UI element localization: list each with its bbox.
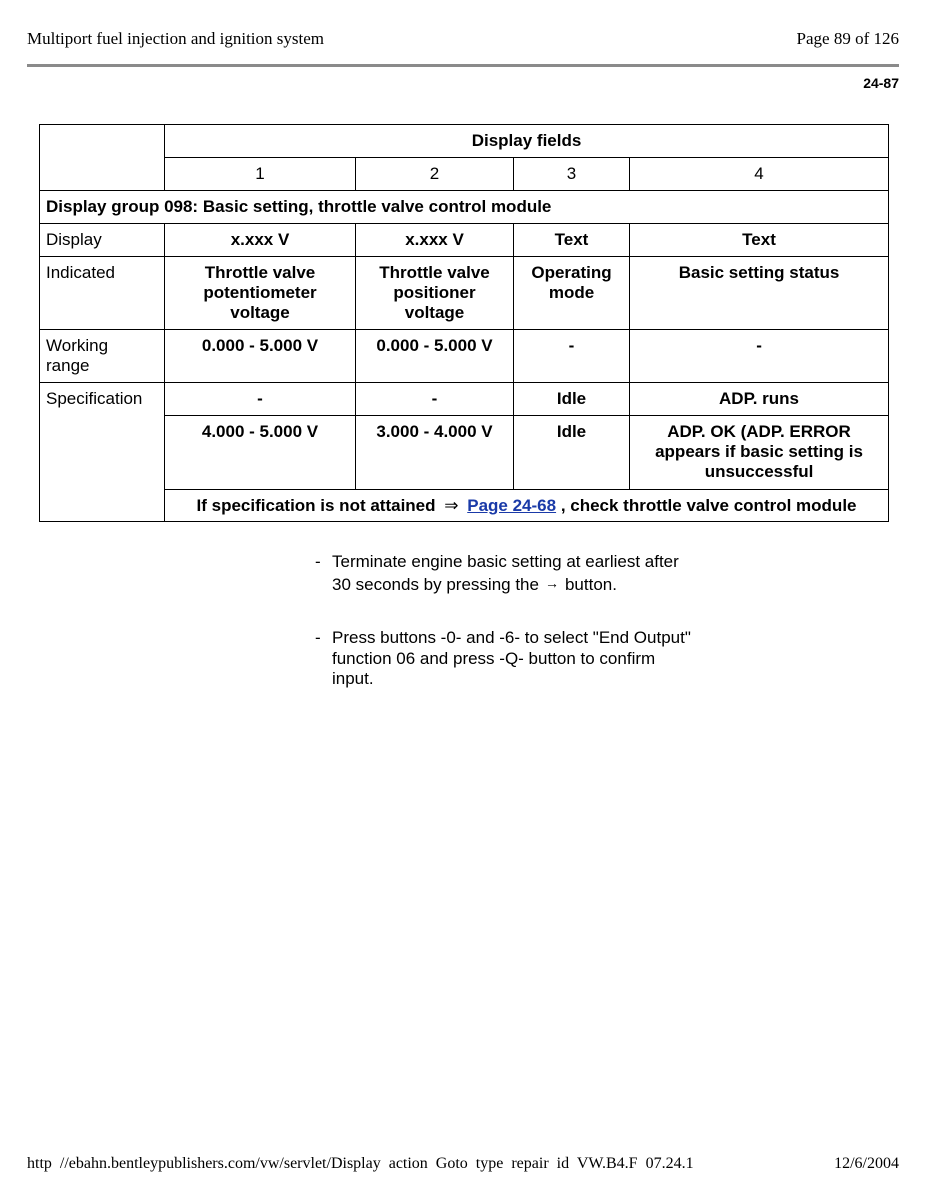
specification-note [165,490,889,522]
table-row [40,257,889,330]
table-cell: Text [514,224,630,257]
group-title-row [40,191,889,224]
cell-line: mode [548,283,595,302]
instruction-text: button. [564,574,617,594]
table-cell: 0.000 - 5.000 V [165,330,356,383]
table-cell: 3.000 - 4.000 V [356,416,514,490]
instruction-line: Terminate engine basic setting at earliest after [332,552,679,571]
row-label [40,330,165,383]
instruction-line: function 06 and press -Q- button to confirm [332,648,656,668]
print-date: 12/6/2004 [834,1155,899,1172]
row-label: Display [40,224,165,257]
cell-line: Throttle valve [379,263,490,282]
table-cell: x.xxx V [356,224,514,257]
table-cell: - [514,330,630,383]
table-cell [514,257,630,330]
display-group-title: Display group 098: Basic setting, throttle valve control module [40,191,889,224]
instruction-line [332,573,735,596]
empty-header-cell [40,125,165,191]
note-prefix: If specification is not attained [196,495,436,515]
field-number-row [40,158,889,191]
table-cell [630,416,889,490]
table-cell: 4.000 - 5.000 V [165,416,356,490]
display-group-table [39,124,889,522]
table-cell [165,257,356,330]
table-cell: Text [630,224,889,257]
cell-line: appears if basic setting is [655,442,863,461]
row-label: Indicated [40,257,165,330]
instruction-line: input. [332,669,374,688]
field-number: 3 [514,158,630,191]
instruction-item [315,552,735,595]
instruction-item [315,628,735,690]
document-title: Multiport fuel injection and ignition system [27,29,324,48]
table-cell [356,257,514,330]
table-row [40,383,889,416]
display-fields-header: Display fields [165,125,889,158]
table-cell [630,257,889,330]
field-number: 4 [630,158,889,191]
label-line: range [46,356,90,375]
table-row [40,224,889,257]
header-divider [27,64,899,67]
table-row [40,416,889,490]
table-footer-row [40,490,889,522]
table-cell: 0.000 - 5.000 V [356,330,514,383]
page-link[interactable]: Page 24-68 [467,495,557,515]
section-number: 24-87 [863,75,899,91]
instruction-text: 30 seconds by pressing the [332,574,539,594]
page-number: Page 89 of 126 [796,29,899,48]
list-dash: - [315,628,321,647]
table-header-row [40,125,889,158]
label-line: Working [46,336,109,355]
table-cell: - [356,383,514,416]
table-cell: x.xxx V [165,224,356,257]
cell-line: Operating [531,263,612,282]
row-label: Specification [40,383,165,522]
instruction-line: Press buttons -0- and -6- to select "End Output" [332,628,691,647]
cell-line: unsuccessful [704,462,814,481]
cell-line: voltage [230,303,290,322]
cell-line: Basic setting status [678,263,840,282]
table-cell: Idle [514,383,630,416]
table-row [40,330,889,383]
table-cell: - [630,330,889,383]
table-cell: - [165,383,356,416]
right-arrow-icon: → [544,574,559,591]
cell-line: Throttle valve [204,263,316,282]
field-number: 1 [165,158,356,191]
table-cell: Idle [514,416,630,490]
source-url: http //ebahn.bentleypublishers.com/vw/servlet/Display action Goto type repair id VW.B4.F 07.24.1 [27,1155,694,1172]
cell-line: potentiometer [203,283,317,302]
field-number: 2 [356,158,514,191]
cell-line: voltage [404,303,465,322]
note-suffix: , check throttle valve control module [560,495,857,515]
cell-line: positioner [393,283,476,302]
table-cell: ADP. runs [630,383,889,416]
double-arrow-icon: ⇒ [444,495,459,515]
list-dash: - [315,552,321,571]
cell-line: ADP. OK (ADP. ERROR [667,422,851,441]
